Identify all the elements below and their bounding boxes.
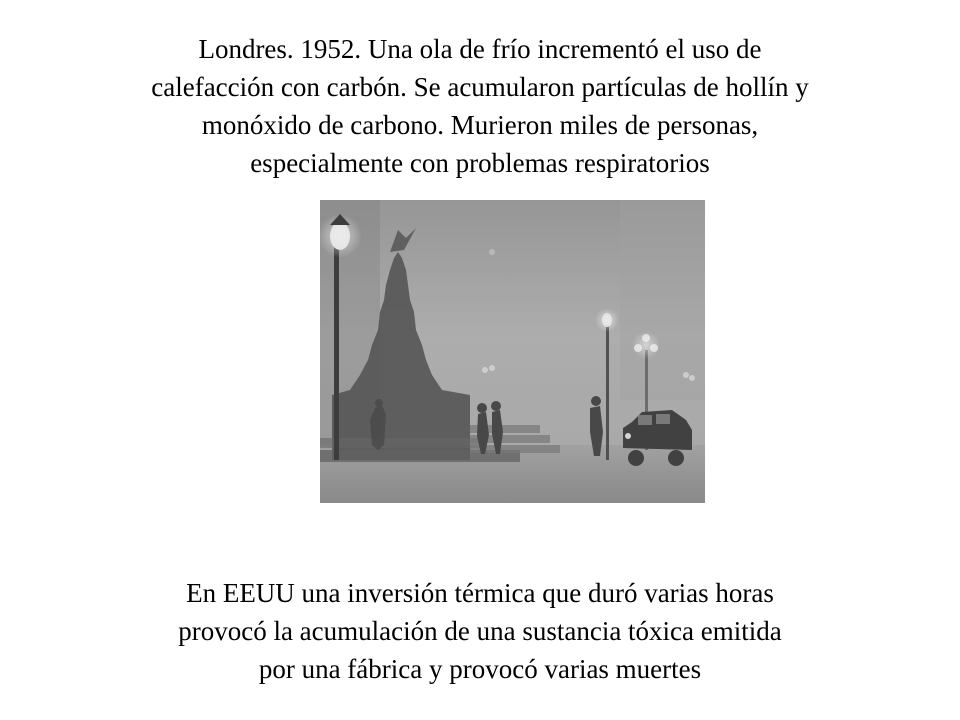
- bottom-paragraph: [0, 574, 960, 688]
- london-fog-photo: [320, 200, 705, 503]
- bottom-paragraph-line: provocó la acumulación de una sustancia tóxica emitida: [178, 616, 782, 646]
- top-paragraph-line: especialmente con problemas respiratorios: [250, 148, 710, 178]
- top-paragraph-line: Londres. 1952. Una ola de frío incrementó el uso de: [198, 34, 762, 64]
- top-paragraph-line: calefacción con carbón. Se acumularon partículas de hollín y: [151, 72, 809, 102]
- top-paragraph: [0, 30, 960, 182]
- bottom-paragraph-line: por una fábrica y provocó varias muertes: [258, 654, 702, 684]
- fog-overlay: [320, 200, 705, 503]
- top-paragraph-line: monóxido de carbono. Murieron miles de personas,: [201, 110, 759, 140]
- london-fog-photo-art: [320, 200, 705, 503]
- bottom-paragraph-line: En EEUU una inversión térmica que duró varias horas: [186, 578, 774, 608]
